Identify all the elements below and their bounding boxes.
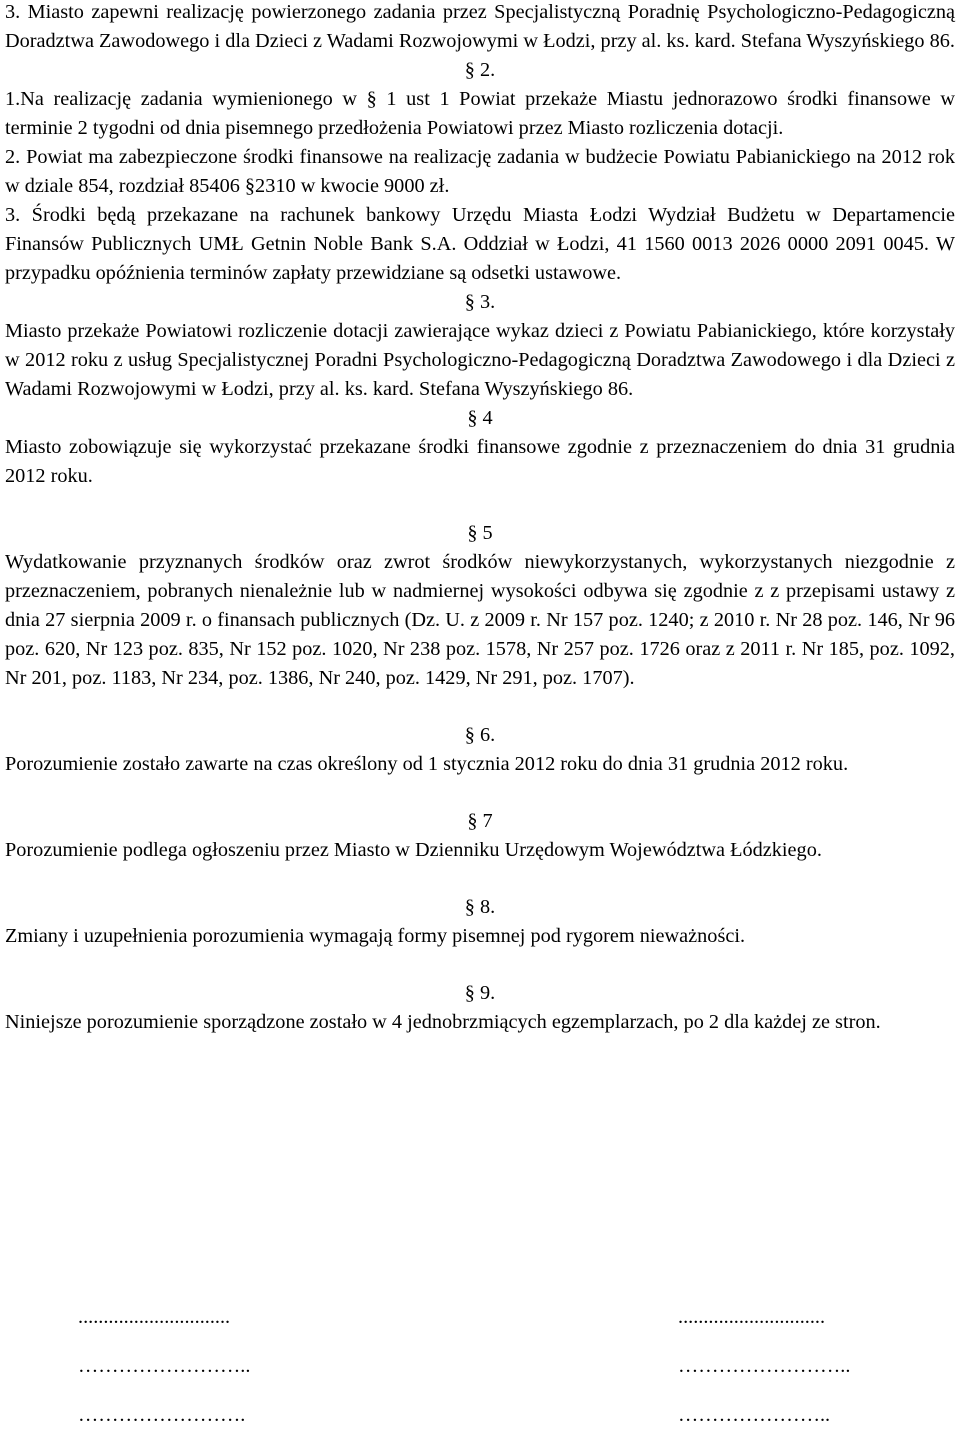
section-4-heading: § 4 <box>467 407 493 429</box>
paragraph-sec6-p1: Porozumienie zostało zawarte na czas określony od 1 stycznia 2012 roku do dnia 31 grudnia 2012 roku. <box>5 753 849 775</box>
paragraph-sec9-p1: Niniejsze porozumienie sporządzone zostało w 4 jednobrzmiących egzemplarzach, po 2 dla każdej ze stron. <box>5 1011 881 1033</box>
paragraph-sec2-p1: 1.Na realizację zadania wymienionego w § 1 ust 1 Powiat przekaże Miastu jednorazowo środki finansowe w terminie 2 tygodni od dnia pisemnego przedłożenia Powiatowi przez Miasto rozliczenia dotacji. <box>5 88 955 139</box>
section-5-heading: § 5 <box>467 522 493 544</box>
paragraph-sec4-p1: Miasto zobowiązuje się wykorzystać przekazane środki finansowe zgodnie z przeznaczeniem do dnia 31 grudnia 2012 roku. <box>5 436 955 487</box>
paragraph-sec2-p2: 2. Powiat ma zabezpieczone środki finansowe na realizację zadania w budżecie Powiatu Pabianickiego na 2012 rok w dziale 854, rozdział 85406 §2310 w kwocie 9000 zł. <box>5 146 955 197</box>
paragraph-sec5-p1: Wydatkowanie przyznanych środków oraz zwrot środków niewykorzystanych, wykorzystanych niezgodnie z przeznaczeniem, pobranych nienależnie lub w nadmiernej wysokości odbywa się zgodnie z z przepisami ustawy z dnia 27 sierpnia 2009 r. o finansach publicznych (Dz. U. z 2009 r. Nr 157 poz. 1240; z 2010 r. Nr 28 poz. 146, Nr 96 poz. 620, Nr 123 poz. 835, Nr 152 poz. 1020, Nr 238 poz. 1578, Nr 257 poz. 1726 oraz z 2011 r. Nr 185, poz. 1092, Nr 201, poz. 1183, Nr 234, poz. 1386, Nr 240, poz. 1429, Nr 291, poz. 1707). <box>5 551 955 689</box>
spacer <box>5 951 955 979</box>
signature-line: .............................. <box>78 1306 231 1328</box>
section-6-heading: § 6. <box>464 724 496 746</box>
section-9-heading: § 9. <box>464 982 496 1004</box>
signature-right <box>678 1303 850 1432</box>
spacer <box>5 779 955 807</box>
spacer <box>5 693 955 721</box>
signature-line: …………………….. <box>78 1355 251 1377</box>
spacer <box>5 491 955 519</box>
paragraph-sec3-p1: Miasto przekaże Powiatowi rozliczenie dotacji zawierające wykaz dzieci z Powiatu Pabianickiego, które korzystały w 2012 roku z usług Specjalistycznej Poradni Psychologiczno-Pedagogiczną Doradztwa Zawodowego i dla Dzieci z Wadami Rozwojowymi w Łodzi, przy al. ks. kard. Stefana Wyszyńskiego 86. <box>5 320 955 400</box>
signature-line: ............................. <box>678 1306 826 1328</box>
section-8-heading: § 8. <box>464 896 496 918</box>
signature-line: ……………………. <box>78 1404 246 1426</box>
section-2-heading: § 2. <box>464 59 496 81</box>
spacer <box>5 865 955 893</box>
paragraph-sec8-p1: Zmiany i uzupełnienia porozumienia wymagają formy pisemnej pod rygorem nieważności. <box>5 925 746 947</box>
section-3-heading: § 3. <box>464 291 496 313</box>
signature-line: …………………….. <box>678 1355 851 1377</box>
paragraph-sec1-p3: 3. Miasto zapewni realizację powierzonego zadania przez Specjalistyczną Poradnię Psychologiczno-Pedagogiczną Doradztwa Zawodowego i dla Dzieci z Wadami Rozwojowymi w Łodzi, przy al. ks. kard. Stefana Wyszyńskiego 86. <box>5 1 955 52</box>
paragraph-sec2-p3: 3. Środki będą przekazane na rachunek bankowy Urzędu Miasta Łodzi Wydział Budżetu w Departamencie Finansów Publicznych UMŁ Getnin Noble Bank S.A. Oddział w Łodzi, 41 1560 0013 2026 0000 2091 0045. W przypadku opóźnienia terminów zapłaty przewidziane są odsetki ustawowe. <box>5 204 955 284</box>
signature-block <box>5 1303 955 1443</box>
paragraph-sec7-p1: Porozumienie podlega ogłoszeniu przez Miasto w Dzienniku Urzędowym Województwa Łódzkiego. <box>5 839 822 861</box>
document-page <box>5 0 955 1037</box>
signature-line: ………………….. <box>678 1404 831 1426</box>
section-7-heading: § 7 <box>467 810 493 832</box>
signature-left <box>78 1303 250 1432</box>
